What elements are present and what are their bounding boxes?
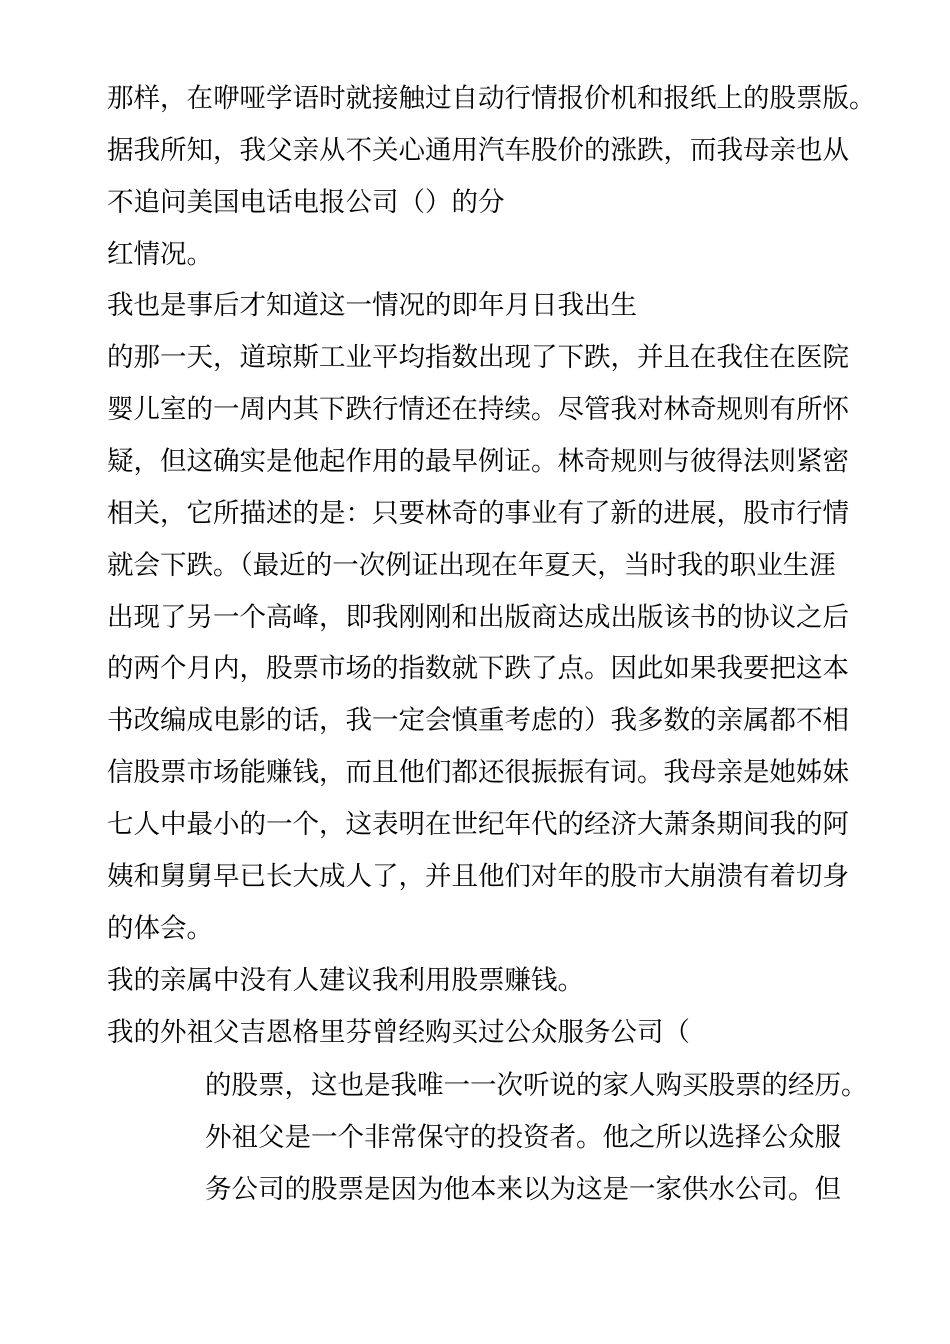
text-line-10: 就会下跌。（最近的一次例证出现在年夏天，当时我的职业生涯 [107,550,836,581]
text-line-4: 红情况。 [107,239,213,270]
text-line-22: 务公司的股票是因为他本来以为这是一家供水公司。但 [205,1174,841,1205]
text-line-20: 的股票，这也是我唯一一次听说的家人购买股票的经历。 [205,1070,868,1101]
text-line-6: 的那一天，道琼斯工业平均指数出现了下跌，并且在我住在医院 [107,342,849,373]
text-line-8: 疑，但这确实是他起作用的最早例证。林奇规则与彼得法则紧密 [107,446,849,477]
text-line-2: 据我所知，我父亲从不关心通用汽车股价的涨跌，而我母亲也从 [107,135,849,166]
text-line-7: 婴儿室的一周内其下跌行情还在持续。尽管我对林奇规则有所怀 [107,394,849,425]
text-line-21: 外祖父是一个非常保守的投资者。他之所以选择公众服 [205,1122,841,1153]
text-line-9: 相关，它所描述的是：只要林奇的事业有了新的进展，股市行情 [107,498,849,529]
text-line-15: 七人中最小的一个，这表明在世纪年代的经济大萧条期间我的阿 [107,809,849,840]
text-line-13: 书改编成电影的话，我一定会慎重考虑的）我多数的亲属都不相 [107,705,849,736]
text-line-17: 的体会。 [107,913,213,944]
text-line-18: 我的亲属中没有人建议我利用股票赚钱。 [107,965,584,996]
text-line-12: 的两个月内，股票市场的指数就下跌了点。因此如果我要把这本 [107,653,849,684]
text-line-1: 那样，在咿哑学语时就接触过自动行情报价机和报纸上的股票版。 [107,83,876,114]
text-line-16: 姨和舅舅早已长大成人了，并且他们对年的股市大崩溃有着切身 [107,861,849,892]
text-line-5: 我也是事后才知道这一情况的即年月日我出生 [107,290,637,321]
text-line-19: 我的外祖父吉恩格里芬曾经购买过公众服务公司（ [107,1017,690,1048]
text-line-11: 出现了另一个高峰，即我刚刚和出版商达成出版该书的协议之后 [107,602,849,633]
text-line-14: 信股票市场能赚钱，而且他们都还很振振有词。我母亲是她姊妹 [107,757,849,788]
text-line-3: 不追问美国电话电报公司（）的分 [107,187,505,218]
